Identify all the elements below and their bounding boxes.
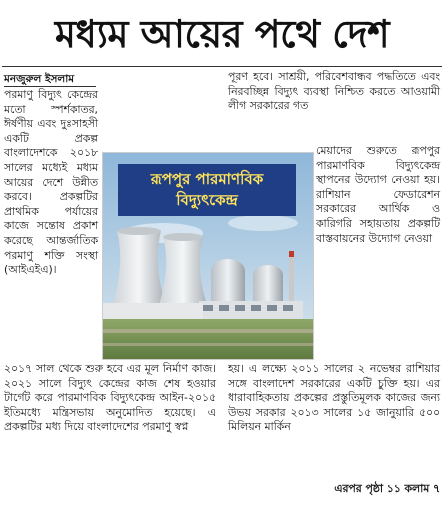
- bottom-text: [4, 362, 440, 435]
- left-column: [4, 88, 98, 278]
- right-column-mid-text: মেয়াদের শুরুতে রূপপুর পারমাণবিক বিদ্যুৎকেন্দ্র স্থাপনের উদ্যোগ নেওয়া হয়। রাশিয়ান ফেডারেশন সরকারের আর্থিক ও কারিগরি সহায়তায় প্রকল্পটি বাস্তবায়নের উদ্যোগ নেওয়া: [316, 144, 440, 245]
- continuation-note: এরপর পৃষ্ঠা ১১ কলাম ৭: [334, 482, 440, 495]
- left-column-text: পরমাণু বিদ্যুৎ কেন্দ্রের মতো স্পর্শকাতর, ঈর্ষণীয় এবং দুঃসাহসী একটি প্রকল্প বাংলাদেশকে ২০১৮ সালের মধ্যেই মধ্যম আয়ের দেশে উন্নীত করবে। প্রকল্পটির প্রাথমিক পর্যায়ের কাজে সন্তোষ প্রকাশ করেছে আন্তর্জাতিক পরমাণু শক্তি সংস্থা (আইএইএ)।: [4, 88, 98, 277]
- byline-rule: [4, 86, 96, 87]
- right-column-mid: [316, 144, 440, 246]
- right-column-top-text: পূরণ হবে। সাশ্রয়ী, পরিবেশবান্ধব পদ্ধতিতে এবং নিরবচ্ছিন্ন বিদ্যুৎ ব্যবস্থা নিশ্চিত করতে আওয়ামী লীগ সরকারের গত: [228, 70, 440, 113]
- photo-caption-line2: বিদ্যুৎকেন্দ্র: [176, 191, 238, 209]
- photo-caption: [118, 164, 296, 216]
- bottom-right-text: হয়। এ লক্ষ্যে ২০১১ সালের ২ নভেম্বর রাশিয়ার সঙ্গে বাংলাদেশ সরকারের একটি চুক্তি হয়। এর ধারাবাহিকতায় প্রকল্পের প্রস্তুতিমূলক কাজের জন্য উভয় সরকার ২০১৩ সালের ১৫ জানুয়ারি ৫০০ মিলিয়ন মার্কিন: [228, 362, 440, 434]
- bottom-left-text: ২০১৭ সাল থেকে শুরু হবে এর মূল নির্মাণ কাজ। ২০২১ সালে বিদ্যুৎ কেন্দ্রের কাজ শেষ হওয়ার টার্গেট করে পারমাণবিক বিদ্যুৎকেন্দ্র আইন-২০১৫ ইতিমধ্যে মন্ত্রিসভায় অনুমোদিত হয়েছে। এ প্রকল্পটির মধ্য দিয়ে বাংলাদেশের পরমাণু স্বপ্ন: [4, 362, 216, 434]
- right-column-top: [228, 70, 440, 114]
- photo-caption-line1: রূপপুর পারমাণবিক: [150, 170, 264, 188]
- headline: মধ্যম আয়ের পথে দেশ: [54, 12, 390, 56]
- headline-rule: [2, 66, 442, 67]
- byline: মনজুরুল ইসলাম: [4, 73, 75, 85]
